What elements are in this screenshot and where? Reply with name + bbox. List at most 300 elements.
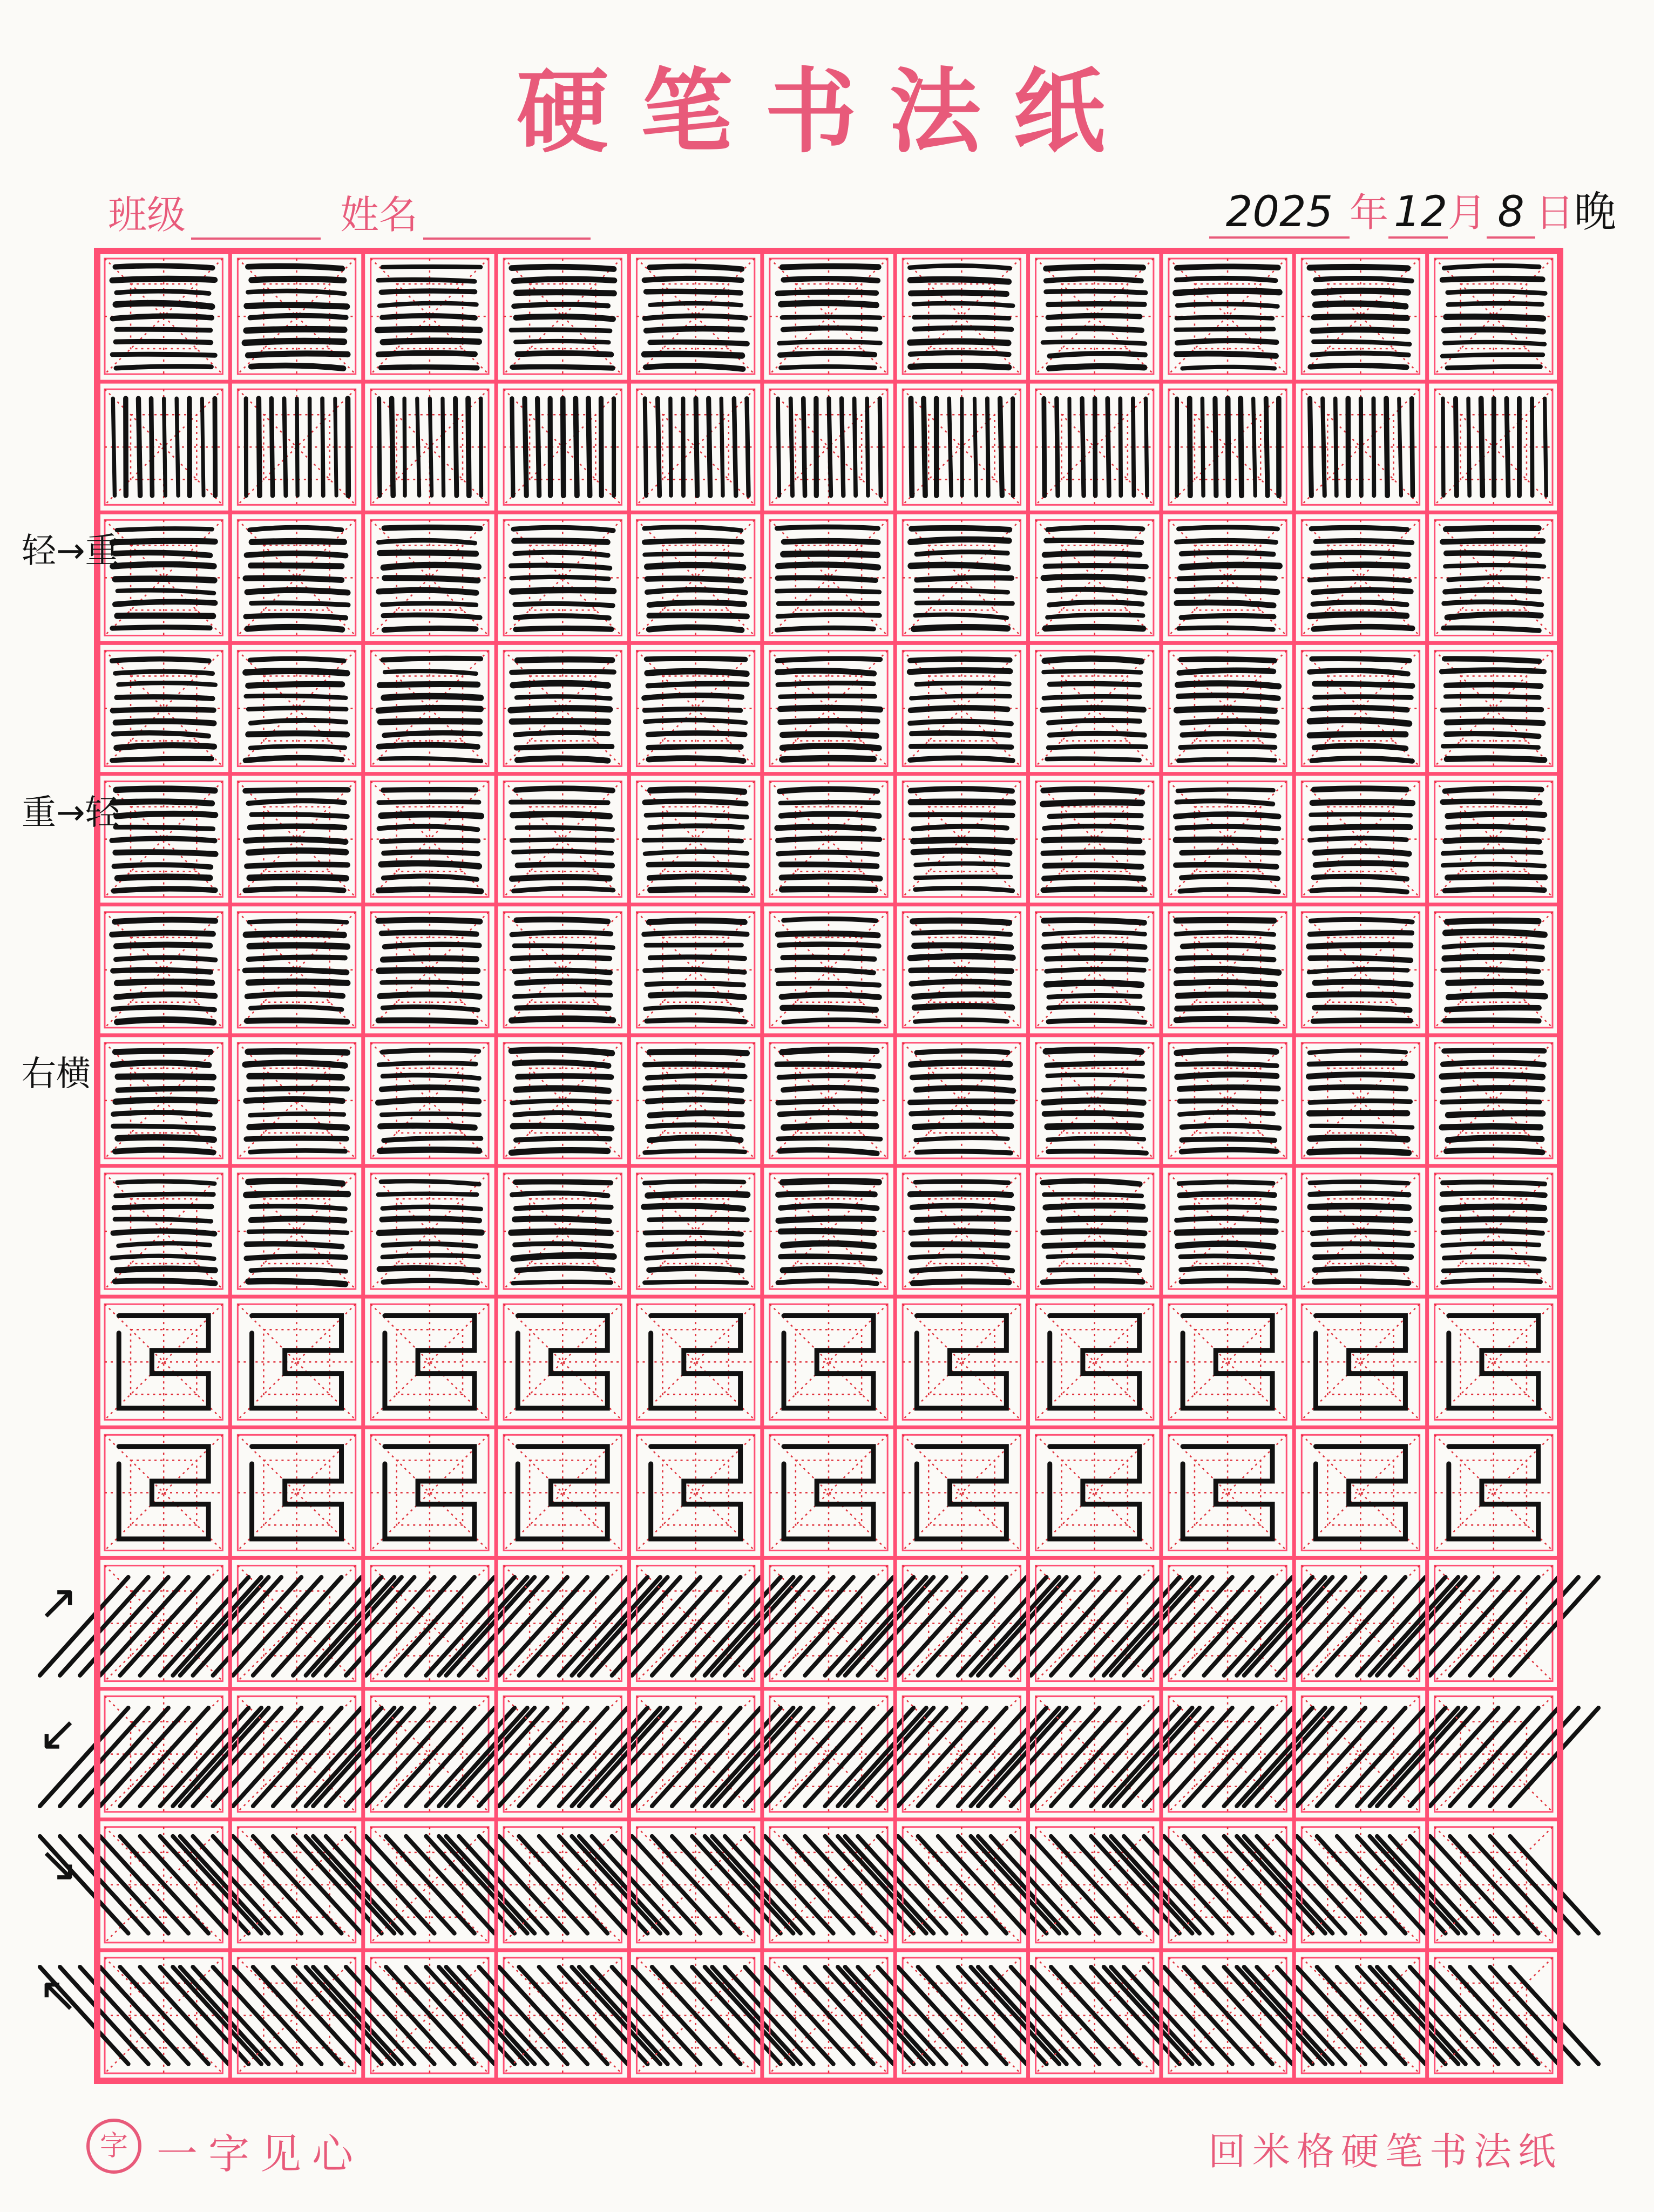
ink-stroke xyxy=(914,945,1011,947)
ink-stroke xyxy=(588,398,590,496)
ink-stroke xyxy=(644,933,747,934)
ink-stroke xyxy=(1240,398,1242,496)
ink-stroke xyxy=(910,956,1013,958)
ink-stroke xyxy=(645,1064,743,1066)
ink-stroke xyxy=(781,1231,874,1233)
ink-stroke xyxy=(777,628,873,630)
ink-stroke xyxy=(378,1020,476,1022)
ink-stroke xyxy=(516,616,609,618)
ink-stroke xyxy=(118,877,210,878)
ink-stroke xyxy=(514,541,608,542)
ink-stroke xyxy=(1310,1101,1411,1102)
ink-stroke xyxy=(1182,734,1274,736)
ink-stroke xyxy=(1313,330,1408,331)
ink-stroke xyxy=(1266,398,1267,496)
ink-stroke xyxy=(778,852,877,854)
ink-stroke xyxy=(511,565,609,568)
ink-stroke xyxy=(383,1075,479,1078)
ink-stroke xyxy=(383,876,477,879)
ink-stroke xyxy=(117,1268,215,1270)
ink-stroke xyxy=(1448,982,1541,983)
ink-stroke xyxy=(1177,969,1278,973)
ink-stroke xyxy=(1444,1257,1544,1259)
ink-stroke xyxy=(513,1282,611,1283)
ink-stroke xyxy=(916,877,1011,878)
ink-stroke xyxy=(1044,398,1045,496)
ink-stroke xyxy=(912,1076,1011,1078)
ink-stroke xyxy=(538,398,539,496)
ink-stroke xyxy=(778,671,874,674)
ink-stroke xyxy=(1228,398,1229,496)
ink-stroke xyxy=(911,802,1013,803)
ink-stroke xyxy=(1049,367,1144,369)
ink-stroke xyxy=(245,888,343,890)
ink-stroke xyxy=(513,527,613,531)
ink-stroke xyxy=(118,1243,210,1246)
ink-stroke xyxy=(1182,367,1275,369)
ink-stroke xyxy=(250,720,345,723)
ink-stroke xyxy=(380,553,476,554)
ink-stroke xyxy=(1177,341,1276,343)
ink-stroke xyxy=(924,398,925,496)
ink-stroke xyxy=(1046,627,1143,629)
ink-stroke xyxy=(1177,1050,1276,1053)
ink-stroke xyxy=(650,889,747,890)
ink-stroke xyxy=(657,398,659,496)
ink-stroke xyxy=(1045,553,1140,555)
ink-stroke xyxy=(1046,291,1145,293)
ink-stroke xyxy=(781,708,880,709)
ink-stroke xyxy=(1180,1112,1273,1115)
ink-stroke xyxy=(780,1112,876,1114)
ink-stroke xyxy=(443,398,444,496)
ink-stroke xyxy=(647,579,741,581)
brand-logo: 字 xyxy=(86,2119,141,2174)
ink-stroke xyxy=(512,267,614,269)
ink-stroke xyxy=(1176,982,1275,984)
ink-stroke xyxy=(515,552,608,555)
ink-stroke xyxy=(1177,1064,1277,1066)
ink-stroke xyxy=(911,696,1010,698)
ink-stroke xyxy=(1177,801,1273,804)
ink-stroke xyxy=(1444,266,1539,268)
ink-stroke xyxy=(1120,398,1121,496)
ink-stroke xyxy=(117,291,209,293)
ink-stroke xyxy=(382,603,476,605)
ink-stroke xyxy=(1310,1193,1409,1195)
ink-stroke xyxy=(645,720,745,723)
ink-stroke xyxy=(1310,720,1409,724)
side-label: 重→轻 xyxy=(22,792,120,833)
ink-stroke xyxy=(1447,921,1538,922)
ink-stroke xyxy=(112,627,210,628)
ink-stroke xyxy=(247,305,347,307)
ink-stroke xyxy=(781,303,876,305)
ink-stroke xyxy=(1044,839,1140,841)
ink-stroke xyxy=(380,1150,479,1151)
ink-stroke xyxy=(646,1256,743,1259)
ink-stroke xyxy=(1310,578,1409,580)
ink-stroke xyxy=(381,758,481,761)
ink-stroke xyxy=(379,826,478,830)
ink-stroke xyxy=(1311,815,1411,816)
ink-stroke xyxy=(1177,1008,1276,1009)
ink-stroke xyxy=(1049,995,1140,997)
ink-stroke xyxy=(246,329,344,331)
ink-stroke xyxy=(1309,945,1411,947)
ink-stroke xyxy=(1177,317,1272,318)
ink-stroke xyxy=(245,341,344,343)
ink-stroke xyxy=(115,1150,213,1152)
ink-stroke xyxy=(783,1181,879,1182)
ink-stroke xyxy=(247,864,347,866)
ink-stroke xyxy=(1043,1281,1143,1283)
ink-stroke xyxy=(1176,354,1276,356)
ink-stroke xyxy=(1048,1020,1144,1022)
ink-stroke xyxy=(384,696,480,698)
ink-stroke xyxy=(246,1099,343,1101)
ink-stroke xyxy=(781,864,877,866)
ink-stroke xyxy=(383,1244,476,1246)
ink-stroke xyxy=(1047,983,1142,985)
ink-stroke xyxy=(778,398,779,496)
ink-stroke xyxy=(916,591,1008,592)
ink-stroke xyxy=(247,1020,347,1022)
ink-stroke xyxy=(734,398,736,496)
ink-stroke xyxy=(911,539,1009,542)
ink-stroke xyxy=(1049,1270,1140,1271)
ink-stroke xyxy=(648,747,741,748)
ink-stroke xyxy=(113,1126,214,1128)
ink-stroke xyxy=(512,1101,609,1103)
ink-stroke xyxy=(910,758,1013,761)
ink-stroke xyxy=(118,1076,213,1077)
ink-stroke xyxy=(917,683,1009,684)
ink-stroke xyxy=(378,280,474,281)
ink-stroke xyxy=(649,877,744,878)
ink-stroke xyxy=(382,316,475,318)
ink-stroke xyxy=(1181,1268,1276,1271)
ink-stroke xyxy=(511,1232,611,1233)
ink-stroke xyxy=(780,1150,877,1154)
ink-stroke xyxy=(778,615,879,616)
ink-stroke xyxy=(245,1063,345,1066)
ink-stroke xyxy=(381,367,477,368)
ink-stroke xyxy=(514,970,610,972)
ink-stroke xyxy=(911,1268,1012,1271)
ink-stroke xyxy=(1310,670,1408,674)
ink-stroke xyxy=(784,1020,879,1022)
ink-stroke xyxy=(1446,696,1539,697)
ink-stroke xyxy=(911,981,1009,983)
ink-stroke xyxy=(646,815,747,817)
ink-stroke xyxy=(382,932,477,934)
ink-stroke xyxy=(112,1256,214,1259)
ink-stroke xyxy=(647,565,743,568)
ink-stroke xyxy=(1443,970,1538,972)
ink-stroke xyxy=(779,789,877,791)
ink-stroke xyxy=(1182,553,1273,554)
ink-stroke xyxy=(1045,1245,1143,1246)
year-label: 年 xyxy=(1350,190,1389,235)
ink-stroke xyxy=(381,863,479,866)
ink-stroke xyxy=(1043,802,1142,804)
ink-stroke xyxy=(1312,659,1409,661)
ink-stroke xyxy=(1000,398,1002,496)
ink-stroke xyxy=(202,398,204,496)
ink-stroke xyxy=(1182,852,1279,853)
ink-stroke xyxy=(1044,877,1143,879)
stroke-direction-arrow-icon: ↖ xyxy=(38,1966,79,2023)
ink-stroke xyxy=(1446,553,1539,555)
ink-stroke xyxy=(250,659,344,661)
ink-stroke xyxy=(910,341,1008,343)
ink-stroke xyxy=(784,1126,876,1128)
ink-stroke xyxy=(1043,342,1145,343)
ink-stroke xyxy=(512,721,608,722)
ink-stroke xyxy=(116,994,214,997)
ink-stroke xyxy=(246,615,345,618)
brand-name: 一字见心 xyxy=(157,2130,364,2178)
ink-stroke xyxy=(1448,291,1545,294)
ink-stroke xyxy=(1179,1182,1273,1184)
ink-stroke xyxy=(1108,398,1109,496)
ink-stroke xyxy=(378,1100,479,1103)
ink-stroke xyxy=(1178,759,1275,761)
ink-stroke xyxy=(1445,789,1542,791)
ink-stroke xyxy=(272,398,273,496)
ink-stroke xyxy=(781,802,879,803)
name-label: 姓名 xyxy=(340,192,418,238)
ink-stroke xyxy=(514,304,608,306)
ink-stroke xyxy=(650,1114,742,1116)
ink-stroke xyxy=(468,398,469,496)
ink-stroke xyxy=(1443,1231,1542,1233)
ink-stroke xyxy=(117,1020,213,1022)
ink-stroke xyxy=(247,994,343,996)
ink-stroke xyxy=(515,1219,609,1222)
ink-stroke xyxy=(829,398,831,496)
ink-stroke xyxy=(384,1138,481,1140)
ink-stroke xyxy=(648,1244,742,1245)
ink-stroke xyxy=(1314,1008,1409,1010)
ink-stroke xyxy=(252,603,349,605)
ink-stroke xyxy=(1179,578,1275,579)
ink-stroke xyxy=(516,1207,611,1209)
ink-stroke xyxy=(246,696,346,698)
ink-stroke xyxy=(648,1194,748,1196)
ink-stroke xyxy=(383,1280,477,1283)
ink-stroke xyxy=(779,342,880,343)
ink-stroke xyxy=(1180,1193,1275,1195)
ink-stroke xyxy=(916,888,1013,891)
ink-stroke xyxy=(248,801,344,804)
ink-stroke xyxy=(1048,1151,1147,1154)
ink-stroke xyxy=(911,293,1006,294)
ink-stroke xyxy=(1182,565,1279,567)
ink-stroke xyxy=(1313,602,1407,605)
ink-stroke xyxy=(515,603,613,606)
ink-stroke xyxy=(912,733,1009,735)
ink-stroke xyxy=(1445,659,1539,661)
ink-stroke xyxy=(112,933,213,934)
ink-stroke xyxy=(1177,1075,1277,1077)
ink-stroke xyxy=(251,365,343,368)
ink-stroke xyxy=(383,565,478,568)
ink-stroke xyxy=(516,1138,610,1140)
ink-stroke xyxy=(516,789,613,791)
ink-stroke xyxy=(917,1051,1008,1053)
ink-stroke xyxy=(1468,398,1469,496)
ink-stroke xyxy=(778,292,877,294)
ink-stroke xyxy=(1446,684,1541,686)
stroke-direction-arrow-icon: ↙ xyxy=(38,1705,79,1762)
ink-stroke xyxy=(645,1007,741,1010)
ink-stroke xyxy=(778,1193,875,1195)
ink-stroke xyxy=(910,1101,1013,1102)
ink-stroke xyxy=(1177,709,1275,711)
ink-stroke xyxy=(917,1151,1011,1153)
ink-stroke xyxy=(1047,958,1146,960)
ink-stroke xyxy=(379,684,477,685)
ink-stroke xyxy=(784,279,878,281)
ink-stroke xyxy=(1312,708,1407,710)
ink-stroke xyxy=(1323,398,1325,496)
ink-stroke xyxy=(512,932,611,934)
ink-stroke xyxy=(248,1281,345,1284)
ink-stroke xyxy=(1043,852,1143,853)
ink-stroke xyxy=(116,852,215,854)
ink-stroke xyxy=(392,398,394,496)
ink-stroke xyxy=(1316,541,1412,543)
ink-stroke xyxy=(1047,1063,1142,1066)
ink-stroke xyxy=(247,627,342,629)
ink-stroke xyxy=(252,279,344,281)
ink-stroke xyxy=(1448,303,1542,304)
ink-stroke xyxy=(1313,553,1409,555)
ink-stroke xyxy=(1176,1019,1277,1021)
ink-stroke xyxy=(1445,1020,1538,1021)
ink-stroke xyxy=(246,1193,348,1195)
ink-stroke xyxy=(709,398,710,496)
ink-stroke xyxy=(116,789,215,790)
ink-stroke xyxy=(513,683,608,686)
ink-stroke xyxy=(112,758,212,760)
ink-stroke xyxy=(1545,398,1547,496)
ink-stroke xyxy=(1049,1219,1145,1220)
ink-stroke xyxy=(378,540,475,543)
ink-stroke xyxy=(517,1007,609,1008)
ink-stroke xyxy=(512,671,614,673)
ink-stroke xyxy=(116,342,211,343)
ink-stroke xyxy=(115,1219,211,1221)
ink-stroke xyxy=(783,958,874,959)
ink-stroke xyxy=(911,789,1012,791)
ink-stroke xyxy=(1442,670,1544,671)
ink-stroke xyxy=(115,579,214,580)
ink-stroke xyxy=(382,1218,479,1220)
ink-stroke xyxy=(1386,398,1387,496)
ink-stroke xyxy=(383,1007,478,1010)
ink-stroke xyxy=(913,826,1007,829)
ink-stroke xyxy=(381,721,480,722)
ink-stroke xyxy=(1045,826,1142,829)
ink-stroke xyxy=(385,671,476,674)
ink-stroke xyxy=(1048,1256,1143,1258)
ink-stroke xyxy=(1177,602,1273,605)
ink-stroke xyxy=(1314,745,1406,748)
ink-stroke xyxy=(1049,1007,1143,1008)
ink-stroke xyxy=(114,1206,212,1208)
ink-stroke xyxy=(650,826,742,827)
ink-stroke xyxy=(1043,1088,1145,1090)
ink-stroke xyxy=(649,1219,748,1220)
ink-stroke xyxy=(116,1100,215,1102)
ink-stroke xyxy=(1133,398,1134,496)
ink-stroke xyxy=(648,684,747,686)
ink-stroke xyxy=(1442,1193,1545,1196)
ink-stroke xyxy=(249,945,347,946)
ink-stroke xyxy=(379,1063,476,1064)
ink-stroke xyxy=(781,367,875,368)
ink-stroke xyxy=(778,1281,877,1284)
ink-stroke xyxy=(247,553,346,555)
ink-stroke xyxy=(910,1193,1011,1195)
ink-stroke xyxy=(1047,758,1140,760)
ink-stroke xyxy=(517,758,608,761)
ink-stroke xyxy=(1448,877,1545,878)
ink-stroke xyxy=(481,398,482,496)
ink-stroke xyxy=(911,970,1011,971)
ink-stroke xyxy=(1048,316,1140,317)
ink-stroke xyxy=(1314,789,1406,790)
ink-stroke xyxy=(778,565,878,567)
ink-stroke xyxy=(1176,865,1276,867)
ink-stroke xyxy=(1446,528,1538,529)
ink-stroke xyxy=(513,1256,614,1259)
ink-stroke xyxy=(645,541,742,542)
ink-stroke xyxy=(1443,628,1539,630)
ink-stroke xyxy=(1314,317,1407,318)
ink-stroke xyxy=(911,366,1009,368)
ink-stroke xyxy=(777,1064,879,1066)
ink-stroke xyxy=(115,920,215,922)
ink-stroke xyxy=(112,838,214,840)
ink-stroke xyxy=(1311,365,1407,367)
ink-stroke xyxy=(649,627,742,630)
ink-stroke xyxy=(1445,889,1544,891)
date-month: 12 xyxy=(1388,188,1448,239)
ink-stroke xyxy=(116,827,213,829)
ink-stroke xyxy=(113,398,114,496)
ink-stroke xyxy=(512,1019,613,1020)
ink-stroke xyxy=(647,659,745,660)
ink-stroke xyxy=(112,659,209,661)
ink-stroke xyxy=(913,840,1012,841)
ink-stroke xyxy=(910,721,1011,724)
ink-stroke xyxy=(248,708,346,709)
ink-stroke xyxy=(1176,814,1278,816)
ink-stroke xyxy=(1313,1219,1410,1220)
ink-stroke xyxy=(1181,1256,1272,1259)
ink-stroke xyxy=(518,1076,611,1077)
ink-stroke xyxy=(512,367,613,368)
ink-stroke xyxy=(1373,398,1374,496)
ink-stroke xyxy=(248,734,347,735)
ink-stroke xyxy=(1043,1231,1145,1233)
ink-stroke xyxy=(1044,945,1144,947)
ink-stroke xyxy=(647,590,745,593)
